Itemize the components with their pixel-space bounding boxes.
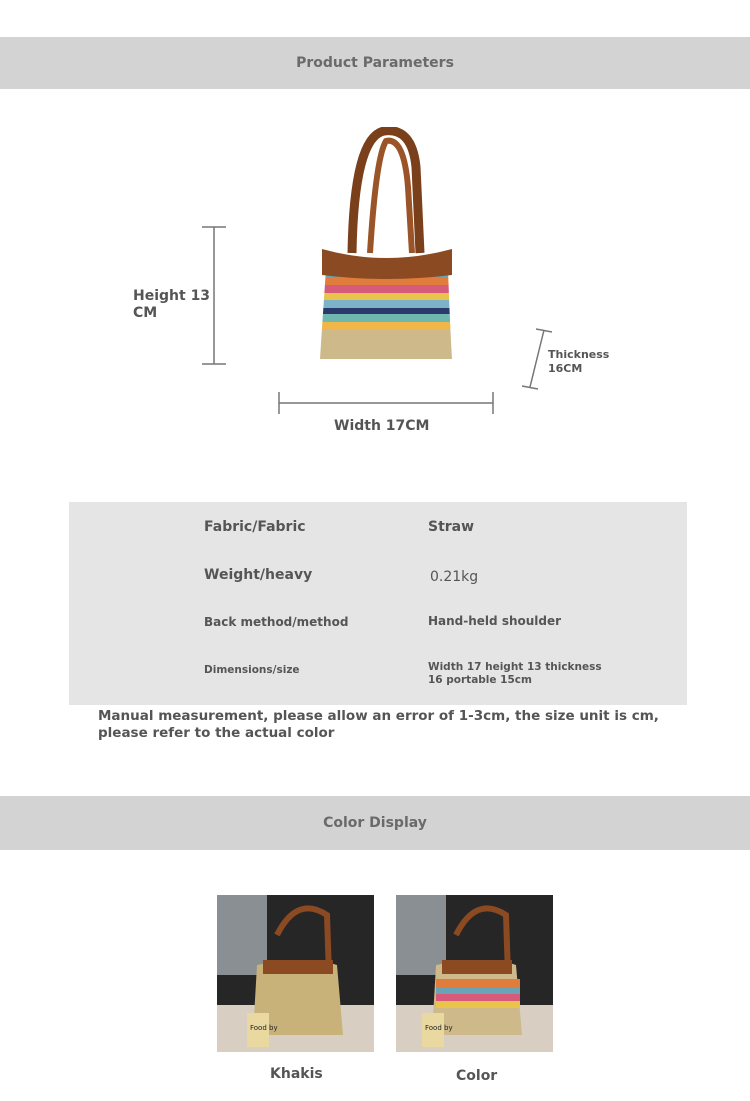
product-parameters-header [0, 37, 750, 89]
product-parameters-title: Product Parameters [296, 55, 454, 71]
spec-key-weight: Weight/heavy [204, 567, 313, 583]
book-label: Food by [250, 1024, 278, 1032]
color-photo-color[interactable] [396, 895, 553, 1052]
spec-value-weight: 0.21kg [430, 569, 479, 585]
color-name-color: Color [456, 1068, 498, 1084]
width-label: Width 17CM [334, 418, 430, 434]
spec-key-back-method: Back method/method [204, 615, 349, 629]
book-label: Food by [425, 1024, 453, 1032]
width-marker-icon [277, 390, 497, 416]
spec-value-back-method: Hand-held shoulder [428, 614, 562, 628]
bag-image [312, 127, 462, 363]
dimension-diagram [0, 89, 750, 489]
color-bag-image [396, 895, 553, 1052]
spec-table [69, 502, 687, 705]
measurement-note: Manual measurement, please allow an error of 1-3cm, the size unit is cm, please refer to the actual color [98, 708, 659, 741]
khakis-bag-image [217, 895, 374, 1052]
thickness-label: Thickness 16CM [548, 348, 610, 375]
spec-key-fabric: Fabric/Fabric [204, 519, 306, 535]
spec-value-fabric: Straw [428, 519, 475, 535]
color-display-header [0, 796, 750, 850]
color-photo-khakis[interactable] [217, 895, 374, 1052]
color-name-khakis: Khakis [270, 1066, 323, 1082]
color-display-title: Color Display [323, 815, 427, 831]
spec-key-dimensions: Dimensions/size [204, 664, 300, 676]
spec-value-dimensions: Width 17 height 13 thickness 16 portable 15cm [428, 661, 602, 686]
height-label: Height 13 CM [133, 288, 211, 321]
